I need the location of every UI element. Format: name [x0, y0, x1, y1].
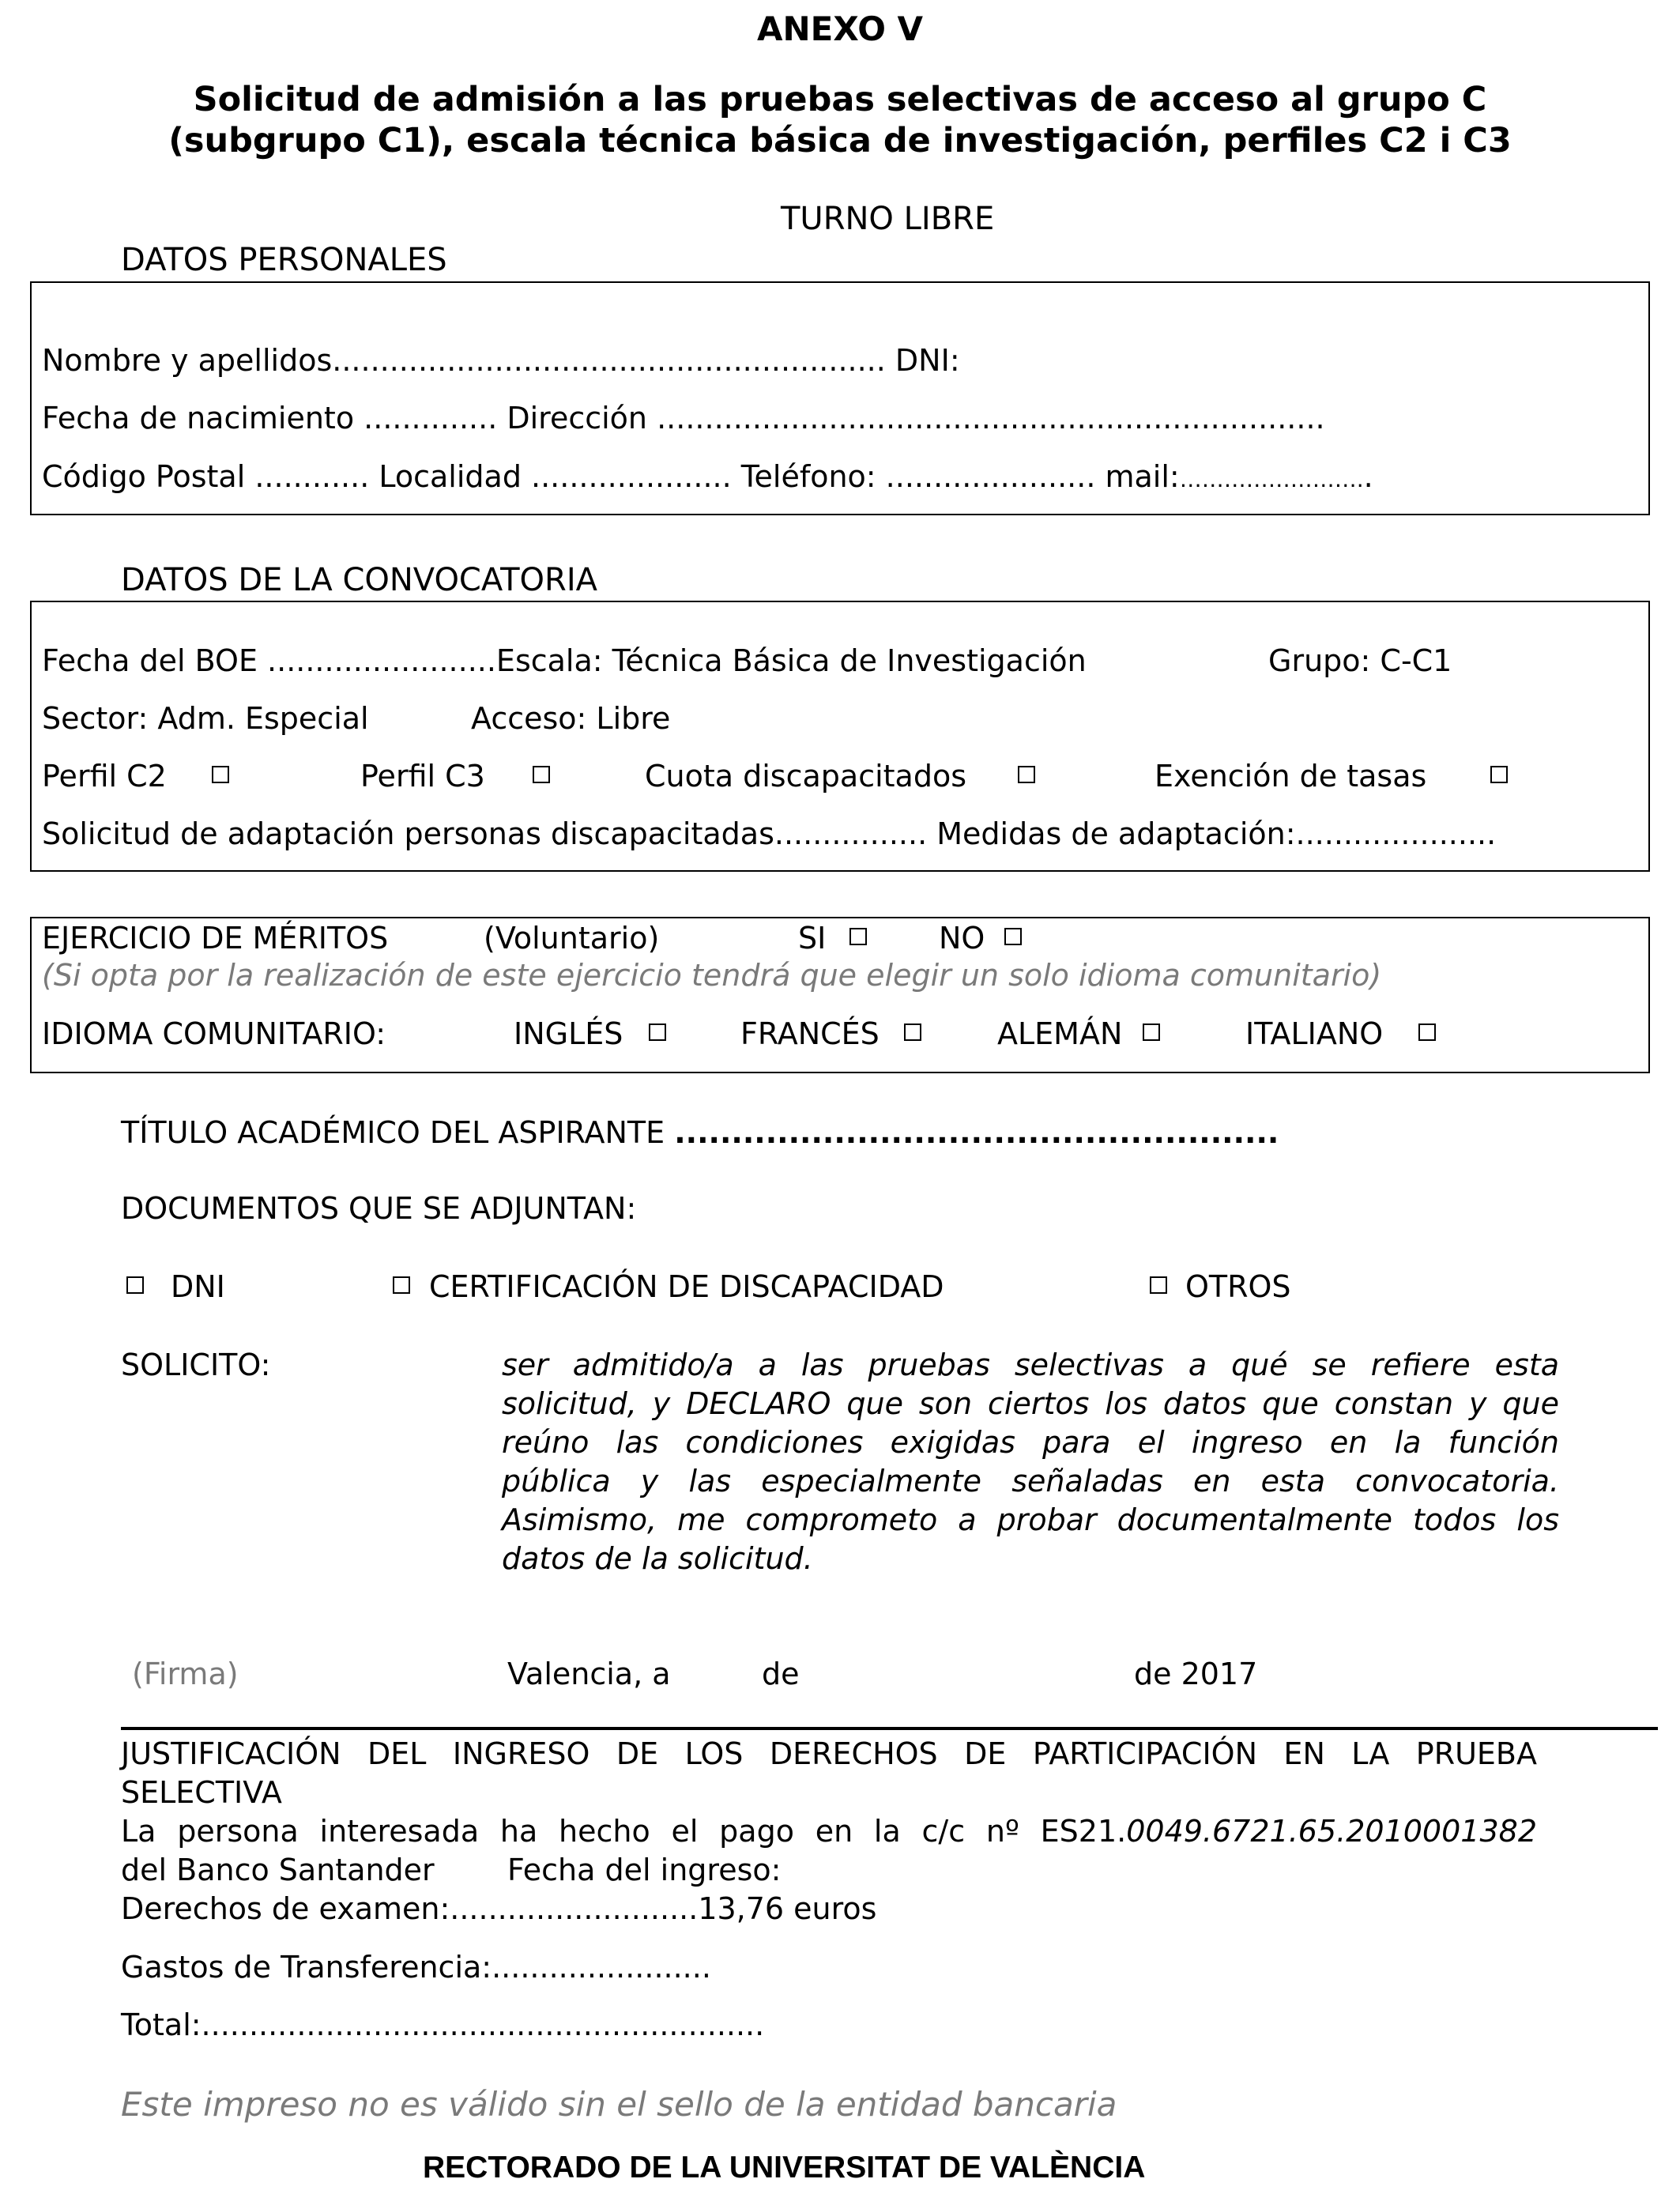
doc-certificacion-checkbox[interactable] — [393, 1276, 410, 1294]
checkbox-icon — [1490, 766, 1508, 783]
adaptacion-line[interactable]: Solicitud de adaptación personas discapacitadas................ Medidas de adaptación:..................... — [42, 816, 1497, 851]
cuenta-numero: 0049.6721.65.2010001382 — [1126, 1814, 1537, 1849]
doc-certificacion-label: CERTIFICACIÓN DE DISCAPACIDAD — [429, 1269, 944, 1304]
solicito-line: solicitud, y DECLARO que son ciertos los datos que constan y que — [502, 1386, 1559, 1421]
total-line[interactable]: Total:........................................................... — [121, 2007, 765, 2042]
doc-dni-label: DNI — [171, 1269, 225, 1304]
solicito-label: SOLICITO: — [121, 1348, 271, 1382]
annex-title: ANEXO V — [756, 9, 924, 48]
datos-convocatoria-heading: DATOS DE LA CONVOCATORIA — [121, 562, 597, 598]
frances-label: FRANCÉS — [740, 1016, 880, 1051]
form-title-line2: (subgrupo C1), escala técnica básica de investigación, perfiles C2 i C3 — [168, 121, 1512, 160]
postal-line-text: Código Postal ............ Localidad ..................... Teléfono: ...................... mail: — [42, 459, 1180, 494]
solicito-line: pública y las especialmente señaladas en esta convocatoria. — [502, 1464, 1559, 1498]
idioma-frances-checkbox[interactable] — [904, 1023, 921, 1041]
meritos-note: (Si opta por la realización de este ejercicio tendrá que elegir un solo idioma comunitario) — [42, 958, 1382, 993]
acceso-value: Acceso: Libre — [471, 701, 671, 736]
checkbox-icon — [393, 1276, 410, 1294]
meritos-si-option[interactable] — [798, 920, 826, 956]
idioma-ingles-option[interactable] — [514, 1016, 623, 1052]
datos-personales-heading: DATOS PERSONALES — [121, 242, 447, 278]
checkbox-icon — [126, 1276, 144, 1294]
checkbox-icon — [649, 1023, 666, 1041]
pago-line — [121, 1813, 1537, 1849]
titulo-academico-line[interactable] — [121, 1114, 1279, 1151]
validity-note: Este impreso no es válido sin el sello de la entidad bancaria — [121, 2085, 1117, 2124]
perfil-c2-label: Perfil C2 — [42, 759, 167, 794]
nacimiento-direccion-line[interactable]: Fecha de nacimiento .............. Dirección ...................................................................... — [42, 401, 1325, 435]
exencion-checkbox[interactable] — [1490, 766, 1508, 783]
meritos-no-option[interactable] — [939, 920, 985, 956]
exencion-label: Exención de tasas — [1155, 759, 1427, 794]
idioma-label: IDIOMA COMUNITARIO: — [42, 1016, 386, 1051]
idioma-frances-option[interactable] — [740, 1016, 880, 1052]
perfil-c2-checkbox[interactable] — [212, 766, 229, 783]
meritos-si-checkbox[interactable] — [849, 928, 867, 945]
checkbox-icon — [1143, 1023, 1160, 1041]
meritos-no-checkbox[interactable] — [1004, 928, 1022, 945]
perfil-c3-checkbox[interactable] — [533, 766, 550, 783]
italiano-label: ITALIANO — [1245, 1016, 1384, 1051]
documentos-heading: DOCUMENTOS QUE SE ADJUNTAN: — [121, 1191, 637, 1226]
banco-label: del Banco Santander — [121, 1853, 435, 1887]
checkbox-icon — [849, 928, 867, 945]
checkbox-icon — [1150, 1276, 1167, 1294]
fecha-ingreso-label[interactable]: Fecha del ingreso: — [507, 1853, 782, 1887]
justificacion-heading-line2: SELECTIVA — [121, 1775, 282, 1810]
checkbox-icon — [1004, 928, 1022, 945]
justificacion-heading-line1: JUSTIFICACIÓN DEL INGRESO DE LOS DERECHOS DE PARTICIPACIÓN EN LA PRUEBA — [121, 1736, 1537, 1771]
sector-value: Sector: Adm. Especial — [42, 701, 369, 736]
mail-dots: ……………………. — [1179, 466, 1364, 492]
meritos-heading: EJERCICIO DE MÉRITOS — [42, 921, 389, 956]
perfil-c3-option[interactable] — [360, 758, 485, 794]
titulo-label: TÍTULO ACADÉMICO DEL ASPIRANTE — [121, 1115, 665, 1150]
meritos-voluntario: (Voluntario) — [484, 921, 660, 956]
cuota-label: Cuota discapacitados — [645, 759, 966, 794]
idioma-aleman-checkbox[interactable] — [1143, 1023, 1160, 1041]
exencion-option[interactable] — [1155, 758, 1426, 794]
fecha-de-2017: de 2017 — [1134, 1657, 1258, 1691]
idioma-aleman-option[interactable] — [997, 1016, 1122, 1052]
doc-otros-checkbox[interactable] — [1150, 1276, 1167, 1294]
si-label: SI — [798, 921, 827, 956]
cuota-checkbox[interactable] — [1018, 766, 1035, 783]
checkbox-icon — [533, 766, 550, 783]
perfil-c2-option[interactable] — [42, 758, 167, 794]
separator-line — [121, 1727, 1658, 1730]
form-title-line1: Solicitud de admisión a las pruebas selectivas de acceso al grupo C — [193, 80, 1487, 119]
rectorado-footer: RECTORADO DE LA UNIVERSITAT DE VALÈNCIA — [423, 2151, 1146, 2185]
doc-otros-label: OTROS — [1185, 1269, 1291, 1304]
valencia-label: Valencia, a — [507, 1657, 671, 1691]
firma-label: (Firma) — [132, 1657, 239, 1691]
ingles-label: INGLÉS — [514, 1016, 623, 1051]
solicito-line: datos de la solicitud. — [502, 1541, 813, 1576]
perfil-c3-label: Perfil C3 — [360, 759, 485, 794]
idioma-italiano-option[interactable] — [1245, 1016, 1383, 1052]
checkbox-icon — [1418, 1023, 1436, 1041]
checkbox-icon — [212, 766, 229, 783]
no-label: NO — [939, 921, 985, 956]
checkbox-icon — [904, 1023, 921, 1041]
derechos-examen-line: Derechos de examen:..........................13,76 euros — [121, 1891, 877, 1926]
grupo-value: Grupo: C-C1 — [1268, 643, 1452, 678]
turno-libre: TURNO LIBRE — [781, 201, 995, 237]
postal-localidad-telefono-mail-line[interactable] — [42, 458, 1373, 498]
fecha-de-1: de — [762, 1657, 800, 1691]
cuota-option[interactable] — [645, 758, 966, 794]
gastos-transferencia-line[interactable]: Gastos de Transferencia:....................... — [121, 1950, 711, 1985]
idioma-ingles-checkbox[interactable] — [649, 1023, 666, 1041]
solicito-line: Asimismo, me comprometo a probar documentalmente todos los — [502, 1502, 1559, 1537]
solicito-line: reúno las condiciones exigidas para el ingreso en la función — [502, 1425, 1559, 1460]
checkbox-icon — [1018, 766, 1035, 783]
nombre-dni-line[interactable]: Nombre y apellidos.......................................................... DNI: — [42, 343, 960, 378]
titulo-dots: ..................................................... — [674, 1115, 1279, 1150]
doc-dni-checkbox[interactable] — [126, 1276, 144, 1294]
mail-end: . — [1363, 459, 1373, 494]
solicito-line: ser admitido/a a las pruebas selectivas a qué se refiere esta — [502, 1348, 1559, 1382]
boe-escala-line[interactable]: Fecha del BOE ........................Escala: Técnica Básica de Investigación — [42, 643, 1087, 678]
pago-text: La persona interesada ha hecho el pago en la c/c nº ES21. — [121, 1814, 1127, 1849]
idioma-italiano-checkbox[interactable] — [1418, 1023, 1436, 1041]
aleman-label: ALEMÁN — [997, 1016, 1123, 1051]
